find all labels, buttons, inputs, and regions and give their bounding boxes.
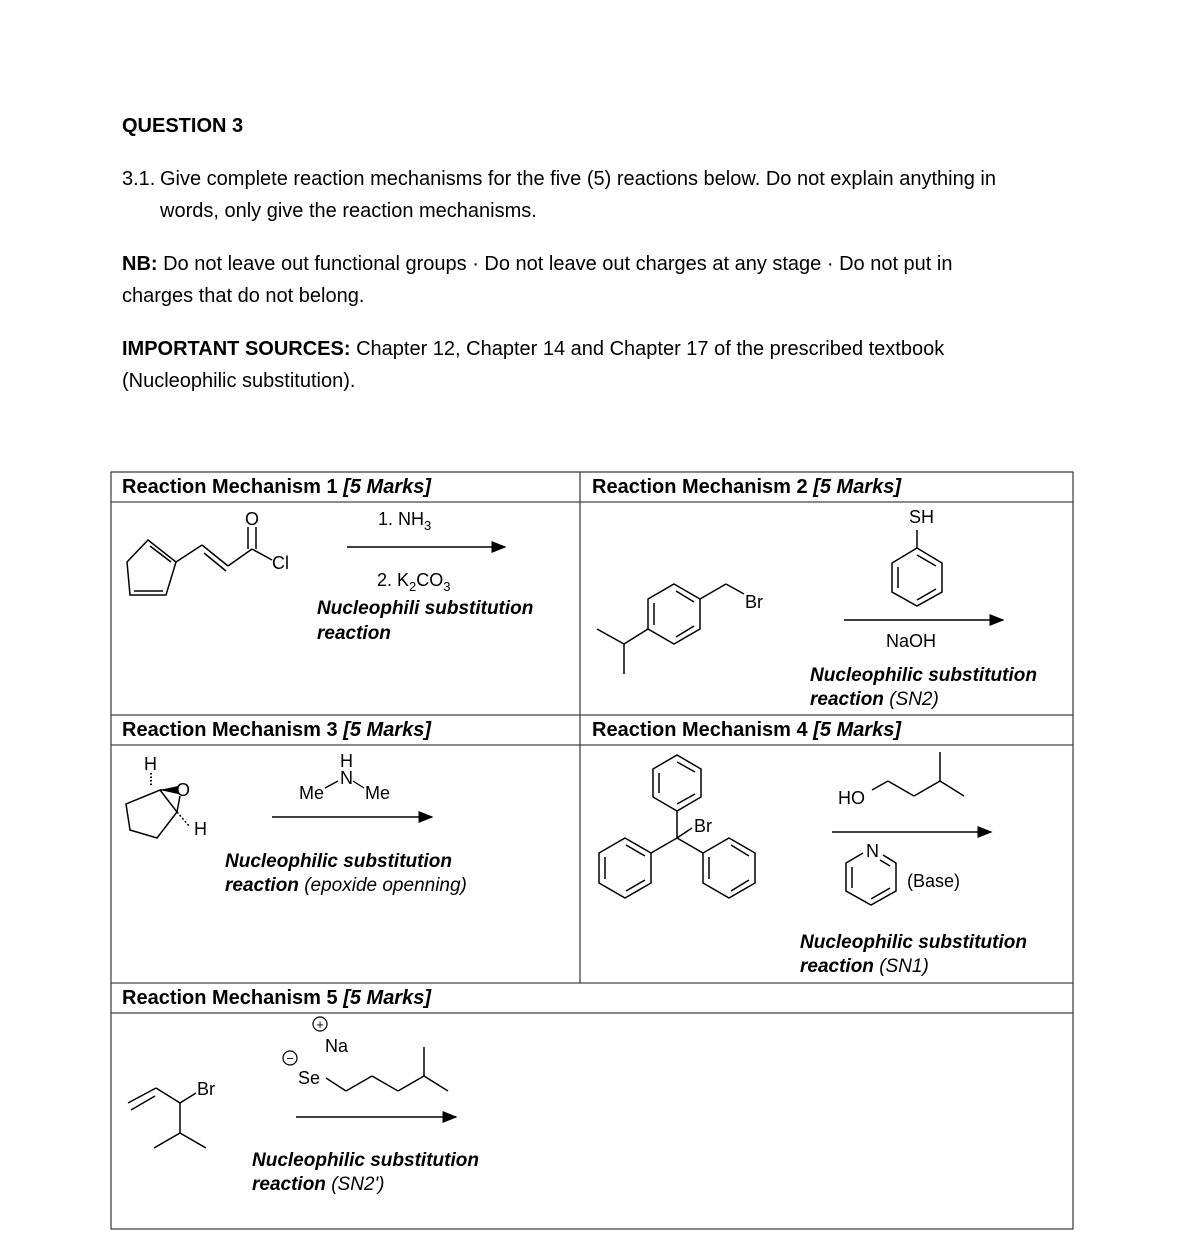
rm2-nucleophile-thiophenol — [892, 530, 942, 606]
question-heading: QUESTION 3 — [122, 115, 244, 137]
rm3-amine-me2: Me — [365, 783, 391, 803]
rm3-atom-h2: H — [194, 819, 207, 839]
rm5-plus-sign: + — [316, 1017, 324, 1032]
rm1-caption-line-2: reaction — [317, 623, 391, 644]
rm2-caption-line-1: Nucleophilic substitution — [810, 665, 1037, 686]
rm1-caption-line-1: Nucleophili substitution — [317, 598, 534, 619]
rm1-reagent-1: 1. $NH_3$ — [378, 509, 432, 533]
rm4-alcohol-structure — [872, 752, 964, 796]
rm2-reactant-structure — [597, 584, 744, 674]
rm5-caption-line-1: Nucleophilic substitution — [252, 1150, 479, 1171]
rm3-title: Reaction Mechanism 3 [5 Marks] — [122, 719, 431, 741]
rm5-reactant-structure — [128, 1088, 206, 1148]
rm2-reagent: NaOH — [886, 631, 937, 651]
nb-label: NB: — [122, 253, 158, 275]
rm3-caption-line-2: reaction (epoxide openning) — [225, 875, 467, 896]
rm3-amine-h: H — [340, 751, 353, 771]
rm1-reagent-2: 2. $K_2CO_3$ — [377, 570, 451, 594]
q31-number: 3.1. — [122, 168, 156, 190]
rm5-caption-line-2: reaction (SN2') — [252, 1174, 385, 1195]
rm4-atom-ho: HO — [838, 788, 865, 808]
rm1-reactant-structure — [127, 527, 272, 595]
rm4-caption-line-2: reaction (SN1) — [800, 956, 929, 977]
rm1-atom-cl: Cl — [272, 553, 289, 573]
rm4-caption-line-1: Nucleophilic substitution — [800, 932, 1027, 953]
sources-label: IMPORTANT SOURCES: — [122, 338, 351, 360]
rm5-atom-br: Br — [197, 1079, 215, 1099]
rm1-title: Reaction Mechanism 1 [5 Marks] — [122, 476, 431, 498]
rm3-amine-me1: Me — [299, 783, 325, 803]
rm5-title: Reaction Mechanism 5 [5 Marks] — [122, 987, 431, 1009]
rm4-title: Reaction Mechanism 4 [5 Marks] — [592, 719, 901, 741]
q31-line-1: Give complete reaction mechanisms for the five (5) reactions below. Do not explain anything in — [160, 168, 996, 190]
rm5-atom-se: Se — [298, 1068, 321, 1088]
rm5-minus-sign: − — [286, 1051, 294, 1066]
q31-line-2: words, only give the reaction mechanisms. — [160, 200, 537, 222]
rm5-atom-na: Na — [325, 1036, 349, 1056]
rm2-caption-line-2: reaction (SN2) — [810, 689, 939, 710]
rm3-atom-o: O — [176, 780, 191, 800]
rm2-atom-br: Br — [745, 592, 763, 612]
rm1-atom-o: O — [245, 509, 260, 529]
rm3-atom-h1: H — [144, 754, 157, 774]
rm4-atom-n: N — [866, 841, 879, 861]
sources-line-2: (Nucleophilic substitution). — [122, 370, 356, 392]
rm4-base-label: (Base) — [907, 871, 961, 891]
rm2-title: Reaction Mechanism 2 [5 Marks] — [592, 476, 901, 498]
sources-line-1: Chapter 12, Chapter 14 and Chapter 17 of the prescribed textbook — [350, 338, 945, 360]
rm3-caption-line-1: Nucleophilic substitution — [225, 851, 452, 872]
rm3-amine-n: N — [340, 768, 353, 788]
rm2-atom-sh: SH — [909, 507, 935, 527]
rm4-trityl-structure — [599, 755, 755, 898]
nb-line-2: charges that do not belong. — [122, 285, 365, 307]
nb-line-1: Do not leave out functional groups · Do not leave out charges at any stage · Do not put in — [157, 253, 953, 275]
rm4-atom-br: Br — [694, 816, 712, 836]
